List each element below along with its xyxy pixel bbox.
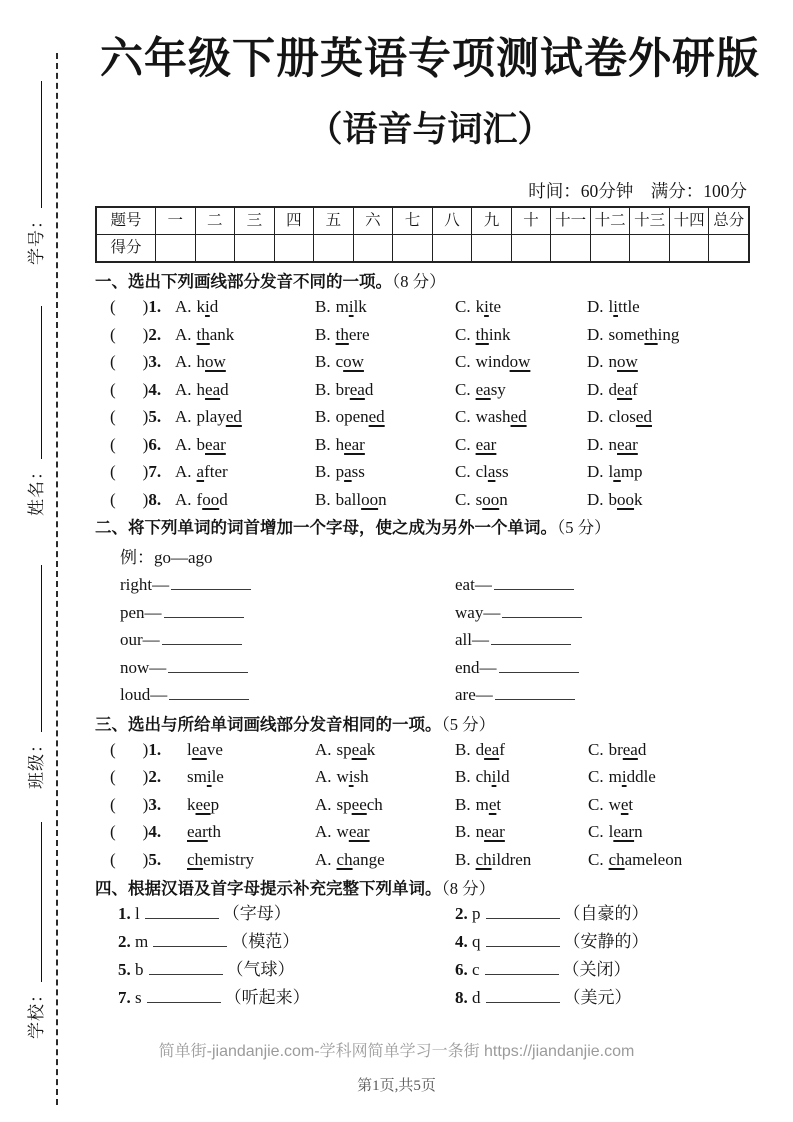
score-cell: [550, 235, 590, 261]
word-item: [118, 956, 455, 984]
option-c: C. class: [455, 462, 509, 481]
score-table-header-cell: 八: [432, 208, 472, 234]
option-b: B. near: [455, 822, 505, 841]
answer-bracket: ( )4.: [110, 379, 162, 399]
answer-blank: [486, 985, 560, 1003]
stem-word: chemistry: [187, 849, 255, 869]
answer-blank: [162, 627, 242, 645]
section-2-example: 例：go—ago: [120, 548, 213, 567]
word-item: [118, 928, 455, 956]
answer-bracket: ( )2.: [110, 767, 162, 786]
option-c: C. bread: [588, 739, 647, 759]
fill-word: end: [455, 657, 480, 677]
question-row: [95, 458, 765, 486]
dash: —: [142, 630, 160, 649]
item-number: 6.: [455, 960, 468, 979]
chinese-hint: （自豪的）: [563, 904, 649, 923]
question-number: 6.: [148, 434, 162, 454]
section-4-heading: [95, 878, 765, 900]
score-table-header-cell: 三: [234, 208, 274, 234]
option-d: D. closed: [587, 407, 652, 426]
answer-bracket: ( )7.: [110, 462, 162, 481]
option-d: D. near: [587, 434, 638, 454]
word-item: [118, 984, 455, 1012]
stem-word: leave: [187, 739, 223, 759]
option-b: B. pass: [315, 462, 365, 481]
option-c: C. chameleon: [588, 849, 683, 869]
word-item: [118, 900, 455, 928]
question-row: [95, 818, 765, 846]
answer-blank: [495, 682, 575, 700]
score-cell: [155, 235, 195, 261]
answer-bracket: ( )5.: [110, 849, 162, 869]
section-1-heading: [95, 271, 765, 293]
chinese-hint: （安静的）: [563, 932, 649, 951]
answer-blank: [502, 600, 582, 618]
field-student-name: [22, 306, 47, 516]
score-table: [95, 206, 750, 263]
answer-blank: [168, 655, 248, 673]
answer-bracket: ( )1.: [110, 739, 162, 759]
score-cell: [313, 235, 353, 261]
answer-blank: [491, 627, 571, 645]
section-1-questions: [95, 293, 765, 513]
stem-word: smile: [187, 767, 224, 786]
question-row: [95, 376, 765, 404]
option-b: B. children: [455, 849, 532, 869]
seal-dashed-line: [56, 53, 58, 1105]
section-3-questions: [95, 736, 765, 874]
question-row: [95, 431, 765, 459]
fill-item: [120, 654, 455, 682]
section-2-title: 二、将下列单词的词首增加一个字母，使之成为另外一个单词。: [95, 519, 557, 537]
question-number: 4.: [148, 379, 162, 399]
first-letter: c: [472, 960, 480, 979]
word-item: [455, 984, 765, 1012]
score-table-header-cell: 四: [274, 208, 314, 234]
page-indicator: 第1页,共5页: [357, 1078, 436, 1094]
fill-word: right: [120, 575, 153, 594]
option-a: A. food: [175, 489, 228, 509]
class-label: 班级：: [27, 735, 46, 789]
section-3-title: 三、选出与所给单词画线部分发音相同的一项。: [95, 715, 442, 734]
option-c: C. ear: [455, 434, 497, 454]
section-1-score: （8 分）: [392, 272, 446, 291]
footer-watermark: 简单街-jiandanjie.com-学科网简单学习一条街 https://jiandanjie.com: [158, 1043, 635, 1060]
score-cell: [590, 235, 630, 261]
score-table-header-cell: 二: [195, 208, 235, 234]
chinese-hint: （模范）: [231, 932, 300, 951]
first-letter: q: [472, 932, 481, 951]
question-row: [95, 321, 765, 349]
option-c: C. soon: [455, 489, 508, 509]
option-b: B. child: [455, 767, 510, 786]
option-a: A. head: [175, 379, 229, 399]
option-c: C. wet: [588, 794, 634, 814]
option-b: B. milk: [315, 297, 367, 316]
score-label-cell: 得分: [110, 239, 142, 256]
option-d: D. book: [587, 489, 643, 509]
answer-blank: [485, 957, 559, 975]
option-c: C. think: [455, 324, 511, 344]
score-cell: [195, 235, 235, 261]
option-a: A. kid: [175, 297, 219, 316]
item-number: 7.: [118, 988, 131, 1007]
option-a: A. speech: [315, 794, 383, 814]
dash: —: [144, 602, 162, 622]
dash: —: [152, 575, 170, 594]
section-4-score: （8 分）: [441, 879, 496, 898]
question-number: 3.: [148, 352, 162, 371]
section-4-items: [95, 900, 765, 1012]
option-d: D. lamp: [587, 462, 643, 481]
field-student-id: [22, 81, 47, 265]
student-name-blank: [37, 306, 42, 459]
answer-bracket: ( )3.: [110, 352, 162, 371]
school-blank: [37, 822, 42, 982]
answer-blank: [494, 572, 574, 590]
answer-bracket: ( )4.: [110, 822, 162, 841]
answer-blank: [169, 682, 249, 700]
item-number: 1.: [118, 904, 131, 923]
score-table-header-cell: 九: [471, 208, 511, 234]
chinese-hint: （气球）: [226, 960, 295, 979]
score-table-header-cell: 五: [313, 208, 353, 234]
answer-bracket: ( )2.: [110, 324, 162, 344]
score-table-header-cell: 一: [155, 208, 195, 234]
student-id-blank: [37, 81, 42, 208]
option-c: C. kite: [455, 297, 502, 316]
answer-blank: [153, 929, 227, 947]
question-row: [95, 791, 765, 819]
option-a: A. how: [175, 352, 226, 371]
item-number: 2.: [455, 904, 468, 923]
option-d: D. something: [587, 324, 680, 344]
option-d: D. now: [587, 352, 638, 371]
student-name-label: 姓名：: [27, 462, 46, 516]
question-number: 3.: [148, 794, 162, 814]
option-d: D. deaf: [587, 379, 638, 399]
score-table-score-row: [97, 234, 748, 261]
dash: —: [472, 630, 489, 649]
score-cell: [511, 235, 551, 261]
score-cell: [669, 235, 709, 261]
fill-item: [455, 571, 765, 599]
answer-bracket: ( )8.: [110, 489, 162, 509]
word-item: [455, 900, 765, 928]
question-number: 4.: [148, 822, 162, 841]
answer-bracket: ( )3.: [110, 794, 162, 814]
score-table-header-cell: 十三: [629, 208, 669, 234]
score-cell: [274, 235, 314, 261]
student-id-label: 学号：: [27, 211, 46, 265]
answer-blank: [499, 655, 579, 673]
dash: —: [479, 657, 497, 677]
dash: —: [149, 657, 167, 677]
first-letter: m: [135, 932, 149, 951]
item-number: 5.: [118, 960, 131, 979]
option-c: C. easy: [455, 379, 506, 399]
fill-item: [455, 681, 765, 709]
fill-item: [120, 681, 455, 709]
question-number: 2.: [148, 767, 162, 786]
answer-blank: [145, 901, 219, 919]
chinese-hint: （美元）: [563, 988, 632, 1007]
question-row: [95, 403, 765, 431]
option-a: A. after: [175, 462, 228, 481]
fill-item: [120, 599, 455, 627]
section-2-score: （5 分）: [557, 518, 611, 537]
fill-word: way: [455, 602, 484, 622]
question-number: 1.: [148, 297, 162, 316]
item-number: 8.: [455, 988, 468, 1007]
option-b: B. balloon: [315, 489, 387, 509]
option-b: B. met: [455, 794, 502, 814]
answer-bracket: ( )6.: [110, 434, 162, 454]
school-label: 学校：: [27, 985, 46, 1039]
option-b: B. hear: [315, 434, 365, 454]
paper-title: 六年级下册英语专项测试卷外研版: [100, 36, 760, 83]
score-table-header-cell: 七: [392, 208, 432, 234]
score-cell: [234, 235, 274, 261]
option-c: C. washed: [455, 407, 527, 426]
dash: —: [474, 575, 492, 594]
question-number: 1.: [148, 739, 162, 759]
dash: —: [150, 685, 168, 704]
option-a: A. speak: [315, 739, 376, 759]
option-c: C. learn: [588, 822, 643, 841]
exam-meta: 时间：60分钟 满分：100分: [528, 181, 747, 201]
fill-word: pen: [120, 602, 145, 622]
option-a: A. bear: [175, 434, 226, 454]
fill-word: are: [455, 685, 476, 704]
score-cell: [471, 235, 511, 261]
fill-item: [120, 571, 455, 599]
word-item: [455, 956, 765, 984]
first-letter: d: [472, 988, 481, 1007]
answer-blank: [171, 572, 251, 590]
answer-bracket: ( )5.: [110, 407, 162, 426]
question-number: 5.: [148, 407, 162, 426]
question-row: [95, 348, 765, 376]
class-blank: [37, 565, 42, 732]
section-3-score: （5 分）: [441, 714, 496, 734]
section-1-title: 一、选出下列画线部分发音不同的一项。: [95, 273, 392, 291]
option-b: B. bread: [315, 379, 374, 399]
answer-blank: [486, 901, 560, 919]
option-a: A. thank: [175, 324, 235, 344]
option-a: A. change: [315, 849, 385, 869]
score-cell: [392, 235, 432, 261]
option-a: A. wish: [315, 767, 369, 786]
score-cell: [432, 235, 472, 261]
dash: —: [483, 602, 501, 622]
score-table-header-row: [97, 208, 748, 234]
chinese-hint: （字母）: [222, 904, 291, 923]
question-number: 5.: [148, 849, 162, 869]
question-number: 8.: [148, 489, 162, 509]
chinese-hint: （关闭）: [562, 960, 631, 979]
fill-item: [455, 626, 765, 654]
score-table-header-cell: 题号: [110, 212, 142, 229]
first-letter: l: [135, 904, 140, 923]
fill-item: [455, 654, 765, 682]
option-b: B. cow: [315, 352, 364, 371]
score-table-header-cell: 十四: [669, 208, 709, 234]
question-row: [95, 763, 765, 791]
option-b: B. there: [315, 324, 370, 344]
score-cell: [353, 235, 393, 261]
option-c: C. window: [455, 352, 531, 371]
option-d: D. little: [587, 297, 640, 316]
item-number: 4.: [455, 932, 468, 951]
answer-blank: [149, 957, 223, 975]
answer-bracket: ( )1.: [110, 297, 162, 316]
field-school: [22, 822, 47, 1039]
fill-word: our: [120, 630, 143, 649]
section-4-title: 四、根据汉语及首字母提示补充完整下列单词。: [95, 880, 442, 898]
score-table-header-cell: 六: [353, 208, 393, 234]
fill-word: loud: [120, 685, 151, 704]
question-row: [95, 293, 765, 321]
option-c: C. middle: [588, 767, 656, 786]
fill-word: now: [120, 657, 150, 677]
section-2-items: [95, 571, 765, 709]
question-number: 2.: [148, 324, 162, 344]
fill-word: eat: [455, 575, 475, 594]
question-row: [95, 486, 765, 514]
score-cell: [629, 235, 669, 261]
option-a: A. played: [175, 407, 242, 426]
question-row: [95, 846, 765, 874]
first-letter: b: [135, 960, 144, 979]
question-number: 7.: [148, 462, 162, 481]
question-row: [95, 736, 765, 764]
stem-word: keep: [187, 794, 220, 814]
stem-word: earth: [187, 822, 221, 841]
score-cell: [708, 235, 748, 261]
first-letter: s: [135, 988, 142, 1007]
fill-item: [455, 599, 765, 627]
answer-blank: [164, 600, 244, 618]
fill-item: [120, 626, 455, 654]
section-3-heading: [95, 714, 765, 736]
dash: —: [475, 685, 493, 704]
chinese-hint: （听起来）: [224, 988, 310, 1007]
score-table-header-cell: 总分: [708, 208, 748, 234]
paper-content: [95, 0, 765, 1012]
option-a: A. wear: [315, 822, 370, 841]
section-2-heading: [95, 517, 765, 539]
answer-blank: [147, 985, 221, 1003]
first-letter: p: [472, 904, 481, 923]
score-table-header-cell: 十二: [590, 208, 630, 234]
option-b: B. opened: [315, 407, 385, 426]
score-table-header-cell: 十: [511, 208, 551, 234]
fill-word: all: [455, 630, 472, 649]
field-class: [22, 565, 47, 789]
option-b: B. deaf: [455, 739, 505, 759]
score-table-header-cell: 十一: [550, 208, 590, 234]
item-number: 2.: [118, 932, 131, 951]
word-item: [455, 928, 765, 956]
paper-subtitle: （语音与词汇）: [307, 110, 553, 149]
answer-blank: [486, 929, 560, 947]
